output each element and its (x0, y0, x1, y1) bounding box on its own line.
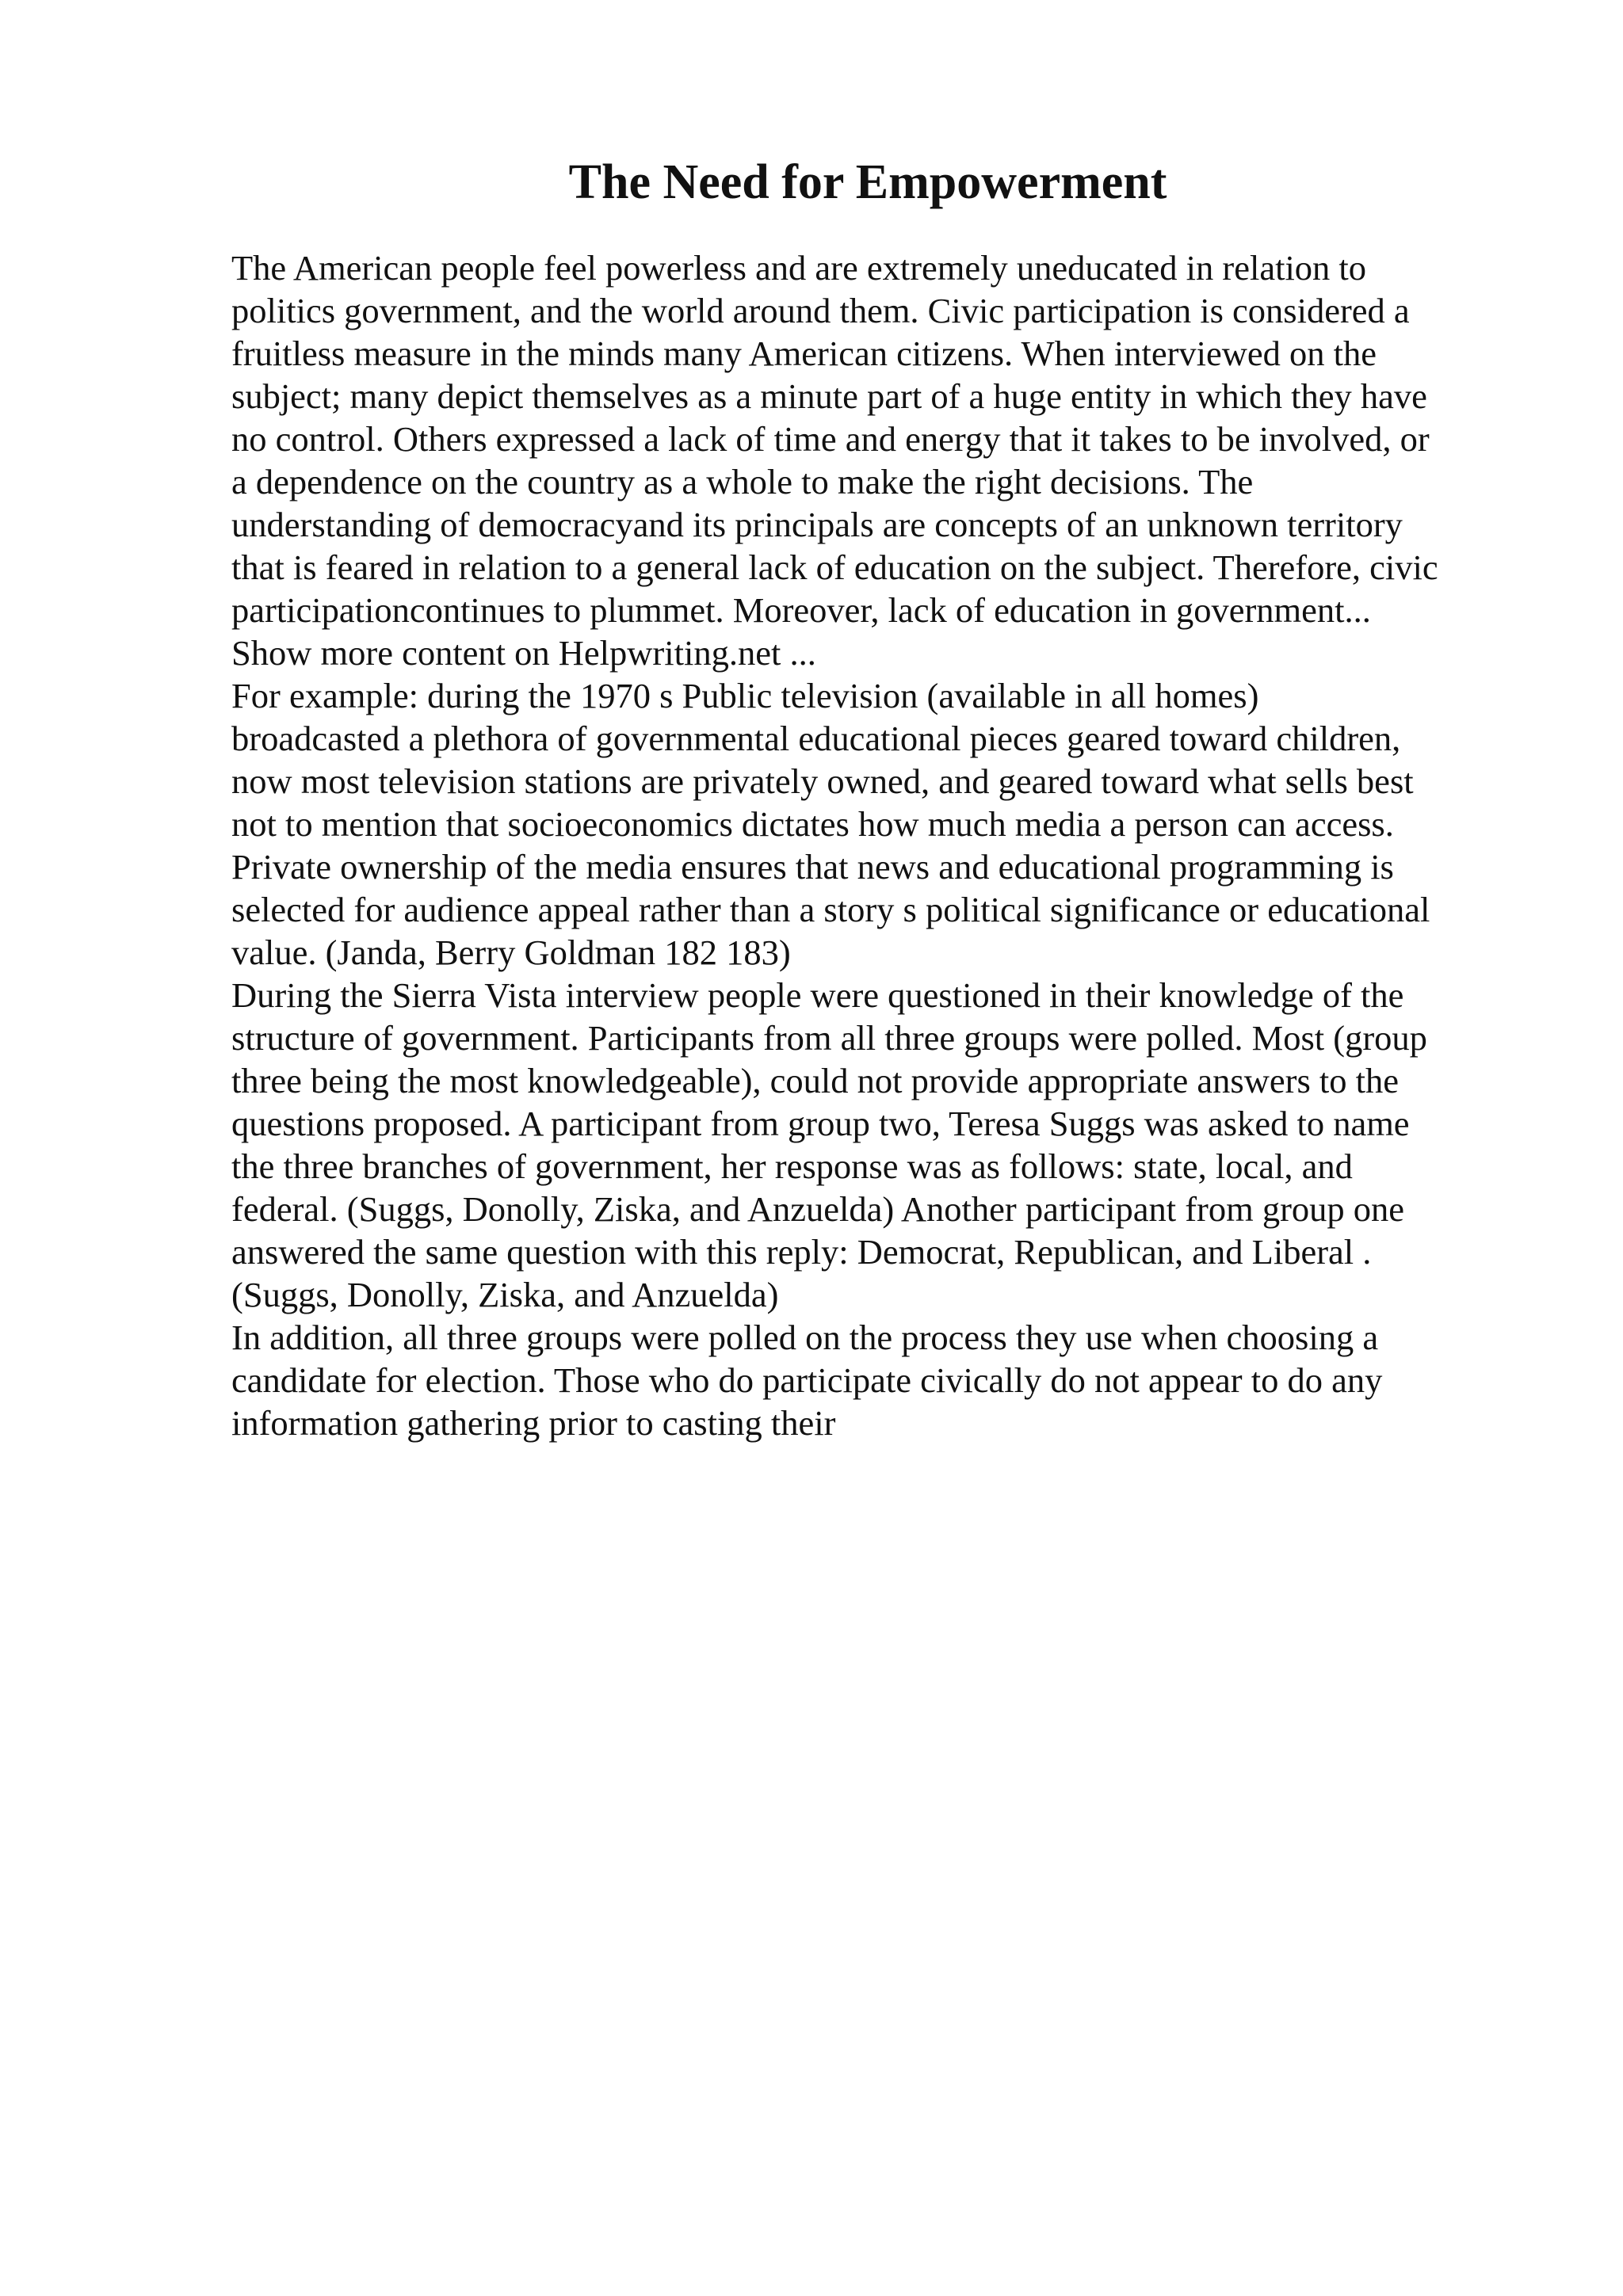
text-line: fruitless measure in the minds many American citizens. When interviewed on the (231, 334, 1377, 373)
text-line: answered the same question with this reply: Democrat, Republican, and Liberal . (231, 1232, 1372, 1272)
text-line: The American people feel powerless and are extremely uneducated in relation to (231, 248, 1367, 288)
text-line: In addition, all three groups were polled on the process they use when choosing a (231, 1318, 1379, 1357)
text-line: candidate for election. Those who do participate civically do not appear to do any (231, 1360, 1383, 1400)
text-line: questions proposed. A participant from group two, Teresa Suggs was asked to name (231, 1104, 1410, 1143)
text-line: selected for audience appeal rather than a story s political significance or educational (231, 890, 1430, 929)
text-line: For example: during the 1970 s Public television (available in all homes) (231, 676, 1259, 715)
text-line: three being the most knowledgeable), could not provide appropriate answers to the (231, 1061, 1399, 1100)
text-line: a dependence on the country as a whole to make the right decisions. The (231, 462, 1254, 502)
text-line: not to mention that socioeconomics dictates how much media a person can access. (231, 804, 1394, 844)
text-line: broadcasted a plethora of governmental educational pieces geared toward children, (231, 719, 1401, 758)
text-line: (Suggs, Donolly, Ziska, and Anzuelda) (231, 1275, 779, 1314)
text-line: no control. Others expressed a lack of time and energy that it takes to be involved, or (231, 419, 1430, 459)
document-title: The Need for Empowerment (568, 155, 1167, 209)
text-line: federal. (Suggs, Donolly, Ziska, and Anzuelda) Another participant from group one (231, 1189, 1405, 1229)
text-line: the three branches of government, her response was as follows: state, local, and (231, 1146, 1353, 1186)
text-line: now most television stations are privately owned, and geared toward what sells best (231, 761, 1414, 801)
text-line: that is feared in relation to a general lack of education on the subject. Therefore, civic (231, 547, 1438, 587)
text-line: participationcontinues to plummet. Moreover, lack of education in government... (231, 590, 1371, 630)
text-line: subject; many depict themselves as a minute part of a huge entity in which they have (231, 376, 1427, 416)
text-line: During the Sierra Vista interview people were questioned in their knowledge of the (231, 975, 1404, 1015)
show-more-line: Show more content on Helpwriting.net ... (231, 633, 816, 673)
text-line: structure of government. Participants from all three groups were polled. Most (group (231, 1018, 1427, 1058)
text-line: Private ownership of the media ensures that news and educational programming is (231, 847, 1394, 887)
text-line: understanding of democracyand its principals are concepts of an unknown territory (231, 505, 1403, 544)
text-line: information gathering prior to casting their (231, 1403, 836, 1443)
document-body (231, 246, 1594, 1444)
text-line: value. (Janda, Berry Goldman 182 183) (231, 933, 791, 972)
text-line: politics government, and the world around them. Civic participation is considered a (231, 291, 1410, 330)
